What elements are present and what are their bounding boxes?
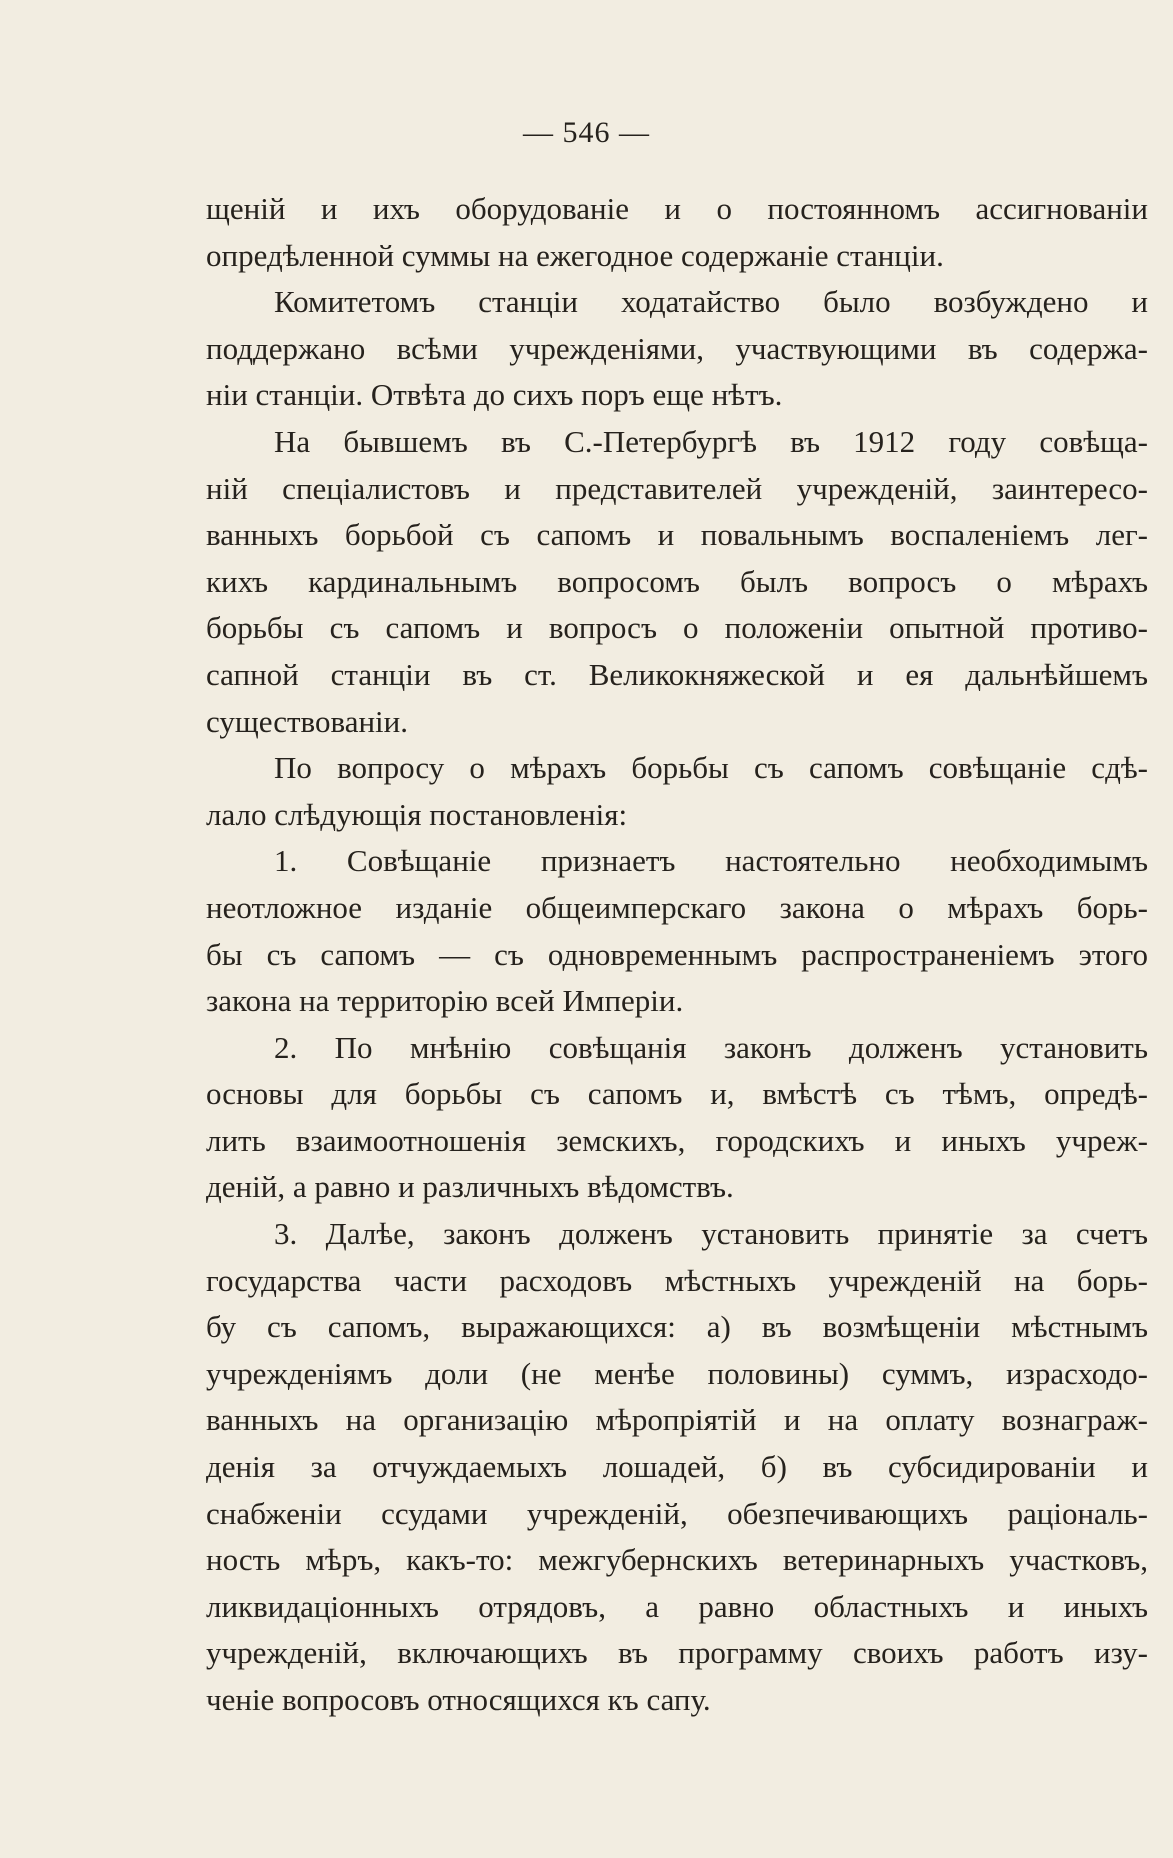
- text-line: На бывшемъ въ С.-Петербургѣ въ 1912 году совѣща-: [274, 423, 1148, 459]
- text-line: сапной станціи въ ст. Великокняжеской и ея дальнѣйшемъ: [206, 656, 1148, 692]
- text-line: ченіе вопросовъ относящихся къ сапу.: [206, 1682, 711, 1717]
- text-line: ность мѣръ, какъ-то: межгубернскихъ ветеринарныхъ участковъ,: [206, 1542, 1148, 1578]
- text-line: денія за отчуждаемыхъ лошадей, б) въ субсидированіи и: [206, 1449, 1148, 1485]
- body-text: [206, 186, 1148, 1724]
- text-line: 2. По мнѣнію совѣщанія законъ долженъ установить: [274, 1029, 1148, 1065]
- text-line: опредѣленной суммы на ежегодное содержаніе станціи.: [206, 237, 944, 273]
- text-line: Комитетомъ станціи ходатайство было возбуждено и: [274, 284, 1148, 320]
- text-line: ванныхъ борьбой съ сапомъ и повальнымъ воспаленіемъ лег-: [206, 517, 1148, 553]
- text-line: лало слѣдующія постановленія:: [206, 796, 628, 832]
- text-line: закона на территорію всей Имперіи.: [206, 983, 684, 1019]
- text-line: лить взаимоотношенія земскихъ, городскихъ и иныхъ учреж-: [206, 1122, 1148, 1158]
- text-line: 3. Далѣе, законъ долженъ установить принятіе за счетъ: [274, 1216, 1148, 1252]
- text-line: бу съ сапомъ, выражающихся: а) въ возмѣщеніи мѣстнымъ: [206, 1309, 1148, 1345]
- text-line: учрежденій, включающихъ въ программу своихъ работъ изу-: [206, 1635, 1148, 1671]
- text-line: ванныхъ на организацію мѣропріятій и на оплату вознаграж-: [206, 1402, 1148, 1438]
- text-line: По вопросу о мѣрахъ борьбы съ сапомъ совѣщаніе сдѣ-: [274, 750, 1148, 786]
- text-line: щеній и ихъ оборудованіе и о постоянномъ ассигнованіи: [206, 191, 1148, 226]
- text-line: поддержано всѣми учрежденіями, участвующими въ содержа-: [206, 330, 1148, 366]
- text-line: 1. Совѣщаніе признаетъ настоятельно необходимымъ: [274, 843, 1148, 879]
- text-line: ніи станціи. Отвѣта до сихъ поръ еще нѣтъ.: [206, 377, 783, 413]
- text-line: борьбы съ сапомъ и вопросъ о положеніи опытной противо-: [206, 610, 1148, 646]
- text-line: основы для борьбы съ сапомъ и, вмѣстѣ съ тѣмъ, опредѣ-: [206, 1076, 1148, 1112]
- text-line: бы съ сапомъ — съ одновременнымъ распространеніемъ этого: [206, 936, 1148, 972]
- text-line: неотложное изданіе общеимперскаго закона о мѣрахъ борь-: [206, 889, 1148, 925]
- text-line: ликвидаціонныхъ отрядовъ, а равно областныхъ и иныхъ: [206, 1588, 1148, 1624]
- text-line: деній, а равно и различныхъ вѣдомствъ.: [206, 1169, 734, 1205]
- text-line: учрежденіямъ доли (не менѣе половины) суммъ, израсходо-: [206, 1355, 1148, 1391]
- text-line: снабженіи ссудами учрежденій, обезпечивающихъ раціональ-: [206, 1495, 1148, 1531]
- text-line: ній спеціалистовъ и представителей учрежденій, заинтересо-: [206, 470, 1148, 506]
- text-line: существованіи.: [206, 703, 409, 739]
- text-line: государства части расходовъ мѣстныхъ учрежденій на борь-: [206, 1262, 1148, 1298]
- page-number: — 546 —: [523, 116, 650, 149]
- text-line: кихъ кардинальнымъ вопросомъ былъ вопросъ о мѣрахъ: [206, 563, 1148, 599]
